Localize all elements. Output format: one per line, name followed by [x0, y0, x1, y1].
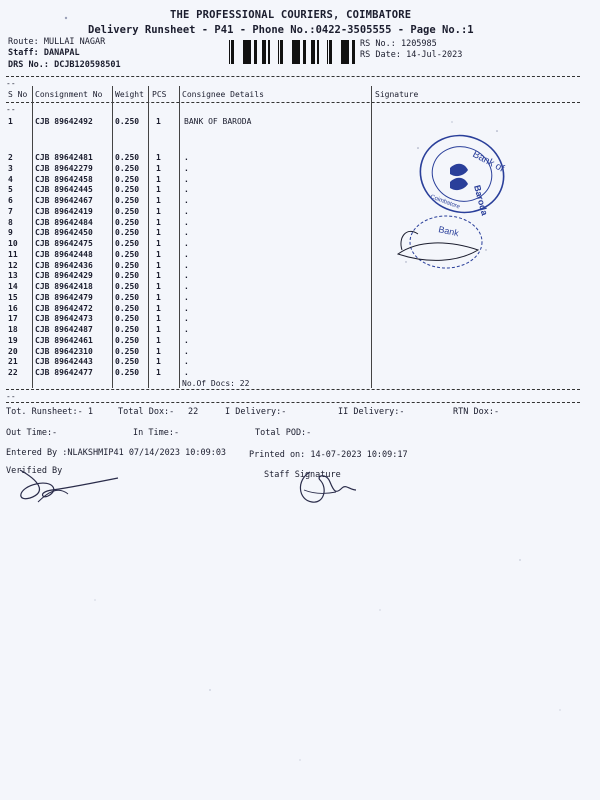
row-weight: 0.250 [115, 303, 140, 313]
row-pcs: 1 [156, 335, 161, 345]
row-pcs: 1 [156, 292, 161, 302]
row-consignment: CJB 89642448 [35, 249, 93, 259]
row-consignee: . [184, 325, 189, 334]
row-sno: 5 [8, 185, 13, 195]
row-consignment: CJB 89642475 [35, 239, 93, 248]
row-consignment: CJB 89642473 [35, 314, 93, 324]
row-pcs: 1 [156, 303, 161, 313]
row-pcs: 1 [156, 282, 161, 291]
company-name: THE PROFESSIONAL COURIERS, COIMBATORE [170, 9, 412, 21]
row-consignee: . [184, 153, 189, 162]
row-consignee: . [184, 228, 189, 238]
row-sno: 20 [8, 346, 18, 356]
row-consignee: . [184, 271, 189, 281]
dash-marker: -- [6, 105, 16, 114]
row-pcs: 1 [156, 346, 161, 356]
row-weight: 0.250 [115, 292, 140, 302]
row-weight: 0.250 [115, 185, 140, 195]
row-weight: 0.250 [115, 206, 140, 216]
entered-by: Entered By :NLAKSHMIP41 07/14/2023 10:09:03 [6, 448, 227, 458]
row-sno: 14 [8, 282, 18, 291]
row-consignment: CJB 89642418 [35, 282, 93, 291]
row-sno: 17 [8, 314, 18, 324]
ii-delivery: II Delivery:- [338, 407, 405, 417]
row-pcs: 1 [156, 271, 161, 281]
col-consignment: Consignment No [35, 90, 103, 99]
row-weight: 0.250 [115, 153, 140, 162]
row-consignment: CJB 89642419 [35, 206, 93, 216]
staff-label: Staff: [8, 48, 39, 58]
no-of-docs: No.Of Docs: 22 [182, 379, 250, 388]
total-pod: Total POD:- [255, 428, 312, 438]
row-pcs: 1 [156, 163, 161, 173]
stamp-bank-of: Bank of [470, 148, 506, 175]
row-pcs: 1 [156, 228, 161, 238]
row-weight: 0.250 [115, 346, 140, 356]
row-weight: 0.250 [115, 325, 140, 334]
row-consignment: CJB 89642445 [35, 185, 93, 195]
row-weight: 0.250 [115, 357, 140, 367]
col-weight: Weight [115, 90, 144, 99]
row-consignment: CJB 89642477 [35, 368, 93, 377]
rs-date-label: RS Date: [360, 50, 401, 60]
row-pcs: 1 [156, 357, 161, 367]
row-sno: 9 [8, 228, 13, 238]
row-weight: 0.250 [115, 239, 140, 248]
row-weight: 0.250 [115, 249, 140, 259]
row-consignee: . [184, 303, 189, 313]
row-pcs: 1 [156, 206, 161, 216]
row-pcs: 1 [156, 217, 161, 227]
row-sno: 11 [8, 249, 18, 259]
row-consignee: . [184, 249, 189, 259]
row-weight: 0.250 [115, 271, 140, 281]
row-sno: 18 [8, 325, 18, 334]
row-consignee: . [184, 196, 189, 205]
row-sno: 2 [8, 153, 13, 162]
row-weight: 0.250 [115, 174, 140, 184]
row-sno: 10 [8, 239, 18, 248]
printed-on: Printed on: 14-07-2023 10:09:17 [249, 450, 408, 460]
row-consignment: CJB 89642436 [35, 260, 93, 270]
col-consignee: Consignee Details [182, 90, 264, 99]
row-consignee: . [184, 292, 189, 302]
row-consignee: . [184, 185, 189, 195]
row-consignee: . [184, 346, 189, 356]
row-sno: 3 [8, 163, 13, 173]
col-signature: Signature [375, 90, 419, 99]
row-pcs: 1 [156, 117, 161, 126]
total-dox-label: Total Dox:- [118, 407, 175, 417]
row-pcs: 1 [156, 185, 161, 195]
row-consignee: . [184, 206, 189, 216]
row-sno: 12 [8, 260, 18, 270]
row-consignment: CJB 89642479 [35, 292, 93, 302]
stamp-bank-small: Bank [437, 224, 460, 239]
row-pcs: 1 [156, 325, 161, 334]
row-pcs: 1 [156, 314, 161, 324]
row-pcs: 1 [156, 239, 161, 248]
row-consignee: . [184, 368, 189, 377]
row-weight: 0.250 [115, 196, 140, 205]
row-weight: 0.250 [115, 282, 140, 291]
drs-value: DCJB120598501 [54, 60, 121, 70]
stamp-branch: Coimbatore [429, 194, 461, 211]
row-pcs: 1 [156, 368, 161, 377]
row-consignment: CJB 89642443 [35, 357, 93, 367]
row-weight: 0.250 [115, 117, 140, 126]
row-consignment: CJB 89642472 [35, 303, 93, 313]
row-consignment: CJB 89642279 [35, 163, 93, 173]
row-consignee: . [184, 260, 189, 270]
row-sno: 22 [8, 368, 18, 377]
row-sno: 15 [8, 292, 18, 302]
row-consignee: . [184, 335, 189, 345]
row-pcs: 1 [156, 196, 161, 205]
row-consignment: CJB 89642492 [35, 117, 93, 126]
row-consignee: BANK OF BARODA [184, 117, 252, 126]
row-pcs: 1 [156, 249, 161, 259]
col-pcs: PCS [152, 90, 167, 99]
row-sno: 8 [8, 217, 13, 227]
row-sno: 16 [8, 303, 18, 313]
row-consignment: CJB 89642461 [35, 335, 93, 345]
total-dox-value: 22 [188, 407, 199, 417]
row-sno: 19 [8, 335, 18, 345]
row-consignee: . [184, 314, 189, 324]
row-consignment: CJB 89642481 [35, 153, 93, 162]
row-consignee: . [184, 282, 189, 291]
row-sno: 13 [8, 271, 18, 281]
rs-date-value: 14-Jul-2023 [406, 50, 463, 60]
row-consignment: CJB 89642429 [35, 271, 93, 281]
dash-marker: -- [6, 79, 16, 88]
dash-marker: -- [6, 392, 16, 401]
row-weight: 0.250 [115, 217, 140, 227]
row-weight: 0.250 [115, 163, 140, 173]
row-weight: 0.250 [115, 314, 140, 324]
row-weight: 0.250 [115, 260, 140, 270]
route-label: Route: [8, 37, 39, 47]
runsheet-title: Delivery Runsheet - P41 - Phone No.:0422-3505555 - Page No.:1 [88, 24, 474, 36]
row-consignee: . [184, 217, 189, 227]
drs-label: DRS No.: [8, 60, 49, 70]
row-sno: 6 [8, 196, 13, 205]
row-consignment: CJB 89642484 [35, 217, 93, 227]
row-consignment: CJB 89642450 [35, 228, 93, 238]
row-consignment: CJB 89642310 [35, 346, 93, 356]
row-sno: 4 [8, 174, 13, 184]
row-consignment: CJB 89642458 [35, 174, 93, 184]
row-pcs: 1 [156, 260, 161, 270]
row-sno: 21 [8, 357, 18, 367]
row-pcs: 1 [156, 153, 161, 162]
verified-by-label: Verified By [6, 466, 63, 476]
row-pcs: 1 [156, 174, 161, 184]
row-consignment: CJB 89642467 [35, 196, 93, 205]
row-weight: 0.250 [115, 228, 140, 238]
row-consignee: . [184, 239, 189, 248]
staff-signature-label: Staff Signature [264, 470, 341, 480]
row-weight: 0.250 [115, 368, 140, 377]
row-consignee: . [184, 163, 189, 173]
col-sno: S No [8, 90, 28, 99]
staff-value: DANAPAL [43, 48, 80, 58]
row-consignment: CJB 89642487 [35, 325, 93, 334]
row-sno: 7 [8, 206, 13, 216]
out-time: Out Time:- [6, 428, 58, 438]
row-weight: 0.250 [115, 335, 140, 345]
i-delivery: I Delivery:- [225, 407, 287, 417]
rs-no-value: 1205985 [400, 39, 437, 49]
row-consignee: . [184, 174, 189, 184]
tot-runsheet: Tot. Runsheet:- 1 [6, 407, 93, 417]
row-consignee: . [184, 357, 189, 367]
route-value: MULLAI NAGAR [43, 37, 106, 47]
rtn-dox: RTN Dox:- [453, 407, 500, 417]
rs-no-label: RS No.: [360, 39, 396, 49]
stamp-baroda: Baroda [472, 183, 490, 217]
row-sno: 1 [8, 117, 13, 126]
in-time: In Time:- [133, 428, 180, 438]
